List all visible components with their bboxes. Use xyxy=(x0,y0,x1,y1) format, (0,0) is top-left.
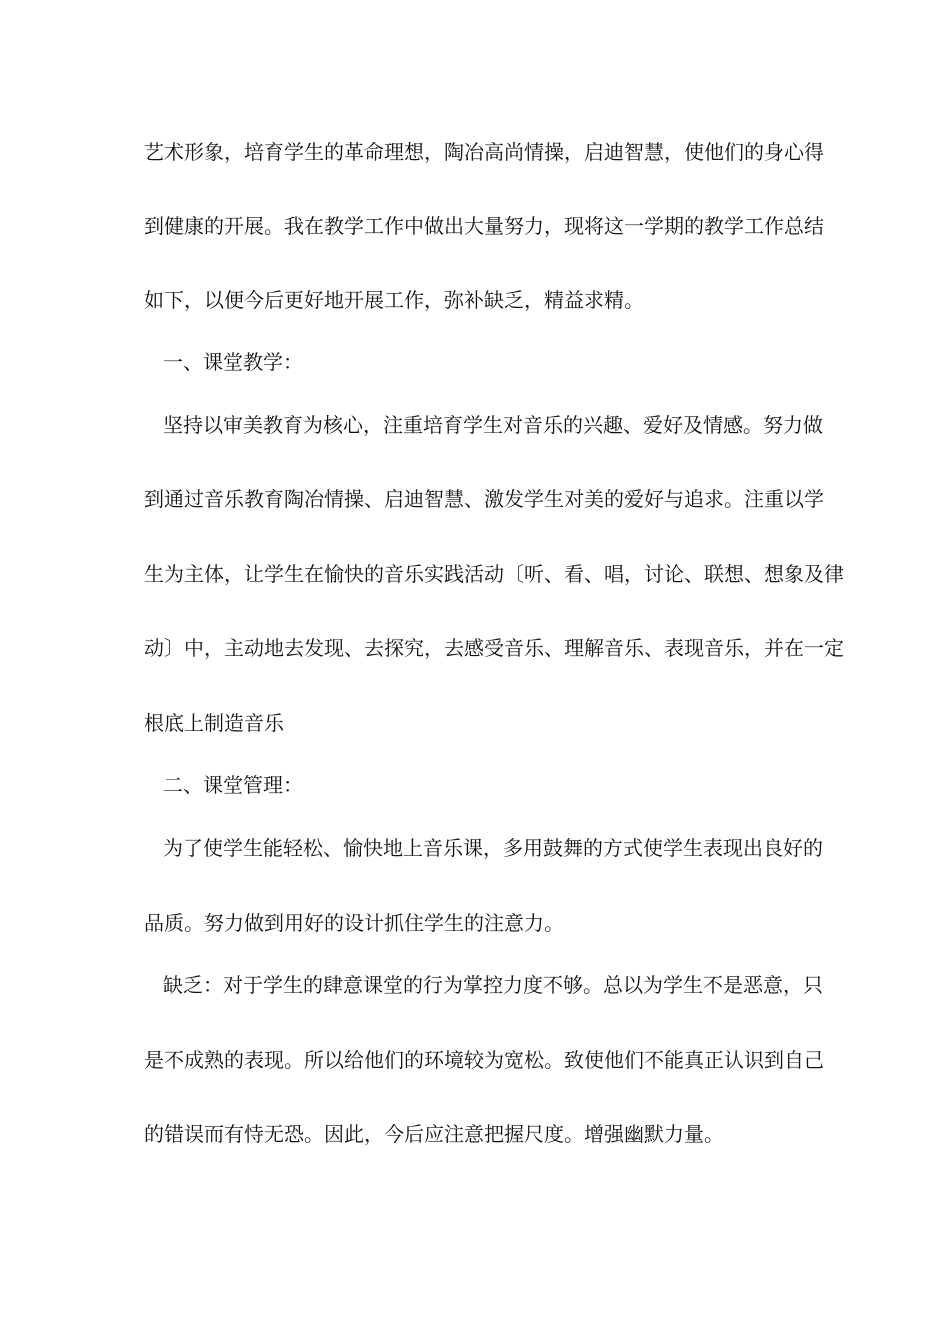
paragraph-line: 如下，以便今后更好地开展工作，弥补缺乏，精益求精。 xyxy=(144,288,644,312)
paragraph-line: 缺乏：对于学生的肆意课堂的行为掌控力度不够。总以为学生不是恶意，只 xyxy=(163,973,823,997)
paragraph-line: 到健康的开展。我在教学工作中做出大量努力，现将这一学期的教学工作总结 xyxy=(144,214,824,238)
section-heading: 二、课堂管理： xyxy=(163,773,303,797)
paragraph-line: 根底上制造音乐 xyxy=(144,711,284,735)
section-heading: 一、课堂教学： xyxy=(163,350,303,374)
paragraph-line: 动〕中，主动地去发现、去探究，去感受音乐、理解音乐、表现音乐，并在一定 xyxy=(144,636,844,660)
paragraph-line: 的错误而有恃无恐。因此，今后应注意把握尺度。增强幽默力量。 xyxy=(144,1122,724,1146)
paragraph-line: 为了使学生能轻松、愉快地上音乐课，多用鼓舞的方式使学生表现出良好的 xyxy=(163,836,823,860)
paragraph-line: 艺术形象，培育学生的革命理想，陶冶高尚情操，启迪智慧，使他们的身心得 xyxy=(144,140,824,164)
paragraph-line: 坚持以审美教育为核心，注重培育学生对音乐的兴趣、爱好及情感。努力做 xyxy=(163,413,823,437)
paragraph-line: 是不成熟的表现。所以给他们的环境较为宽松。致使他们不能真正认识到自己 xyxy=(144,1048,824,1072)
paragraph-line: 生为主体，让学生在愉快的音乐实践活动〔听、看、唱，讨论、联想、想象及律 xyxy=(144,562,844,586)
paragraph-line: 品质。努力做到用好的设计抓住学生的注意力。 xyxy=(144,911,564,935)
paragraph-line: 到通过音乐教育陶冶情操、启迪智慧、激发学生对美的爱好与追求。注重以学 xyxy=(144,487,824,511)
